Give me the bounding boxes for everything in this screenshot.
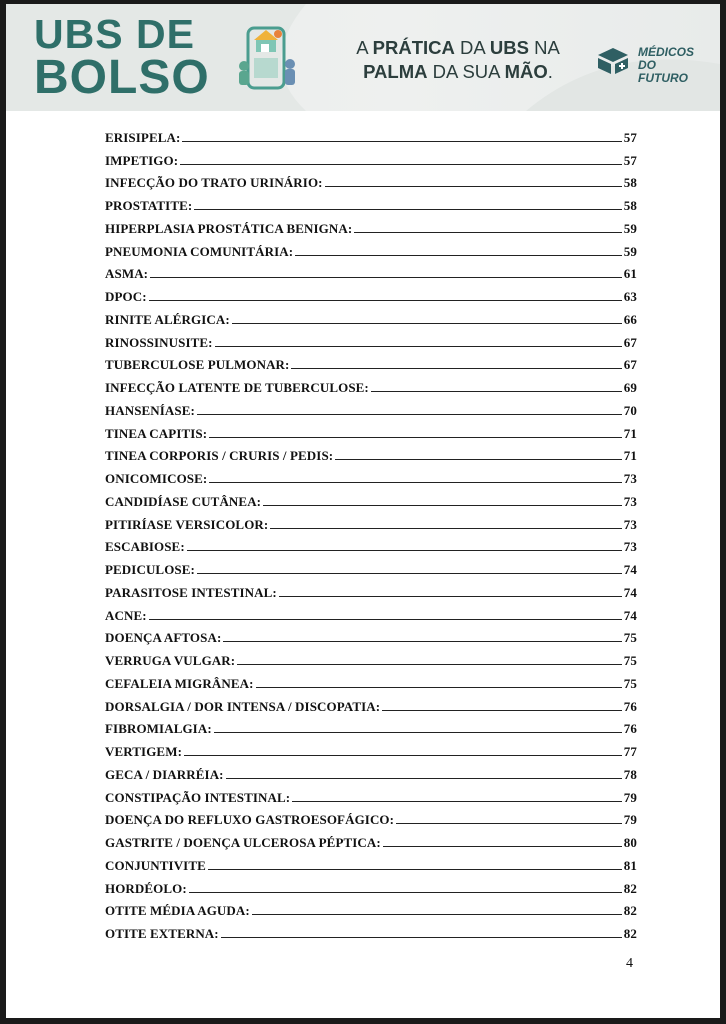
toc-entry [105, 897, 637, 920]
toc-leader-line [396, 823, 622, 824]
toc-entry-page: 75 [623, 653, 637, 668]
toc-leader-line [209, 482, 622, 483]
toc-leader-line [252, 914, 622, 915]
toc-entry-page: 73 [623, 471, 637, 486]
toc-entry-page: 79 [623, 812, 637, 828]
toc-entry-page: 82 [623, 880, 637, 896]
toc-entry [105, 237, 637, 260]
toc-entry-label: CONJUNTIVITE [105, 857, 206, 873]
toc-entry-label: INFECÇÃO DO TRATO URINÁRIO: [105, 175, 323, 191]
toc-leader-line [279, 596, 622, 597]
toc-entry [105, 419, 637, 442]
toc-entry-label: ASMA: [105, 266, 149, 282]
toc-entry-page: 73 [623, 493, 637, 509]
toc-entry [105, 487, 637, 510]
toc-entry-page: 74 [623, 584, 637, 600]
toc-entry-label: PITIRÍASE VERSICOLOR: [105, 516, 269, 532]
toc-entry-label: CONSTIPAÇÃO INTESTINAL: [105, 789, 291, 805]
toc-entry-page: 58 [623, 198, 637, 213]
toc-entry [105, 260, 637, 283]
toc-leader-line [187, 550, 622, 551]
toc-leader-line [295, 255, 622, 256]
toc-entry-label: OTITE MÉDIA AGUDA: [105, 903, 250, 919]
brand-line1: MÉDICOS [638, 45, 695, 59]
toc-entry-page: 76 [623, 698, 637, 714]
toc-entry [105, 737, 637, 760]
toc-entry-label: DPOC: [105, 289, 147, 304]
toc-entry-label: PROSTATITE: [105, 198, 193, 213]
toc-entry [105, 669, 637, 692]
toc-entry [105, 282, 637, 305]
toc-entry [105, 214, 637, 237]
toc-leader-line [270, 528, 622, 529]
toc-entry-label: HIPERPLASIA PROSTÁTICA BENIGNA: [105, 220, 353, 236]
toc-entry-page: 73 [623, 516, 637, 532]
toc-entry-label: HANSENÍASE: [105, 402, 195, 418]
toc-entry-label: OTITE EXTERNA: [105, 926, 219, 941]
toc-leader-line [292, 801, 622, 802]
toc-leader-line [223, 641, 622, 642]
brand-title-line1: UBS DE [34, 11, 195, 57]
toc-entry [105, 396, 637, 419]
toc-entry [105, 123, 637, 146]
toc-entry-page: 78 [623, 766, 637, 782]
toc-entry-label: ONICOMICOSE: [105, 471, 208, 486]
toc-entry [105, 624, 637, 647]
toc-entry-page: 81 [623, 857, 637, 873]
toc-entry-page: 61 [623, 266, 637, 282]
toc-entry-label: ERISIPELA: [105, 129, 181, 145]
toc-entry-label: PNEUMONIA COMUNITÁRIA: [105, 243, 294, 259]
toc-leader-line [189, 892, 622, 893]
toc-entry-label: VERRUGA VULGAR: [105, 653, 236, 668]
toc-entry-label: IMPETIGO: [105, 152, 179, 168]
toc-leader-line [184, 755, 622, 756]
toc-entry-label: GECA / DIARRÉIA: [105, 766, 224, 782]
toc-entry-label: PARASITOSE INTESTINAL: [105, 584, 277, 600]
toc-leader-line [354, 232, 622, 233]
toc-entry-page: 69 [623, 380, 637, 395]
medicos-do-futuro-logo-icon [596, 46, 630, 76]
toc-entry-label: RINITE ALÉRGICA: [105, 311, 230, 327]
toc-entry [105, 601, 637, 624]
toc-entry [105, 919, 637, 942]
tagline-part: NA [528, 37, 560, 58]
toc-entry-page: 57 [623, 129, 637, 145]
toc-leader-line [291, 368, 622, 369]
toc-leader-line [208, 869, 622, 870]
tagline-part: PRÁTICA [372, 37, 455, 58]
toc-entry-page: 67 [623, 357, 637, 373]
toc-entry [105, 464, 637, 487]
toc-entry-label: DOENÇA DO REFLUXO GASTROESOFÁGICO: [105, 812, 395, 828]
toc-leader-line [221, 937, 622, 938]
toc-entry-page: 80 [623, 835, 637, 850]
toc-entry [105, 715, 637, 738]
toc-entry-label: ACNE: [105, 607, 147, 623]
brand-logo [596, 44, 706, 85]
toc-leader-line [180, 164, 622, 165]
toc-entry [105, 692, 637, 715]
toc-entry [105, 305, 637, 328]
toc-entry-page: 63 [623, 289, 637, 304]
header-banner [6, 4, 720, 111]
toc-leader-line [335, 459, 622, 460]
tagline-part: MÃO [504, 61, 548, 82]
toc-entry [105, 442, 637, 465]
toc-entry [105, 760, 637, 783]
toc-entry-page: 74 [623, 607, 637, 623]
toc-entry-page: 70 [623, 402, 637, 418]
toc-entry [105, 533, 637, 556]
toc-entry [105, 851, 637, 874]
toc-entry [105, 874, 637, 897]
toc-entry-label: FIBROMIALGIA: [105, 721, 212, 737]
toc-entry-page: 82 [623, 926, 637, 941]
toc-entry-label: DOENÇA AFTOSA: [105, 630, 222, 646]
tagline [328, 36, 588, 84]
toc-leader-line [215, 346, 622, 347]
toc-entry-page: 59 [623, 220, 637, 236]
tagline-part: UBS [489, 37, 529, 58]
toc-entry [105, 373, 637, 396]
table-of-contents [105, 123, 637, 942]
toc-entry-label: TINEA CAPITIS: [105, 425, 208, 441]
toc-entry-page: 76 [623, 721, 637, 737]
toc-entry-label: ESCABIOSE: [105, 539, 185, 555]
toc-leader-line [325, 186, 622, 187]
toc-entry-label: RINOSSINUSITE: [105, 334, 213, 350]
toc-entry-page: 57 [623, 152, 637, 168]
toc-entry [105, 646, 637, 669]
toc-entry-label: GASTRITE / DOENÇA ULCEROSA PÉPTICA: [105, 835, 381, 850]
tagline-part: PALMA [363, 61, 428, 82]
toc-leader-line [197, 414, 622, 415]
brand-text [638, 46, 706, 85]
toc-leader-line [371, 391, 622, 392]
toc-entry-label: VERTIGEM: [105, 744, 183, 759]
toc-leader-line [226, 778, 622, 779]
toc-leader-line [149, 300, 622, 301]
toc-entry-page: 67 [623, 334, 637, 350]
toc-entry [105, 191, 637, 214]
toc-leader-line [256, 687, 622, 688]
toc-leader-line [194, 209, 622, 210]
tagline-part: A [356, 37, 373, 58]
toc-leader-line [237, 664, 622, 665]
tagline-part: . [547, 61, 553, 82]
toc-leader-line [150, 277, 622, 278]
toc-leader-line [382, 710, 622, 711]
toc-entry-page: 74 [623, 562, 637, 577]
page-number: 4 [626, 956, 633, 971]
brand-line2: DO FUTURO [638, 58, 688, 85]
toc-leader-line [182, 141, 622, 142]
toc-entry [105, 169, 637, 192]
tagline-part: DA SUA [427, 61, 505, 82]
toc-entry [105, 806, 637, 829]
brand-title-line2: BOLSO [34, 51, 210, 104]
toc-entry-page: 66 [623, 311, 637, 327]
toc-entry-label: HORDÉOLO: [105, 880, 187, 896]
toc-leader-line [263, 505, 622, 506]
toc-entry-label: PEDICULOSE: [105, 562, 195, 577]
toc-entry-label: INFECÇÃO LATENTE DE TUBERCULOSE: [105, 380, 369, 395]
toc-entry [105, 578, 637, 601]
toc-entry-label: CEFALEIA MIGRÂNEA: [105, 675, 254, 691]
tagline-part: DA [454, 37, 490, 58]
toc-leader-line [149, 619, 622, 620]
toc-entry [105, 328, 637, 351]
toc-entry-page: 79 [623, 789, 637, 805]
toc-entry-page: 71 [623, 425, 637, 441]
toc-entry-page: 77 [623, 744, 637, 759]
phone-house-icon [234, 24, 304, 94]
toc-entry-page: 73 [623, 539, 637, 555]
toc-entry-label: TINEA CORPORIS / CRURIS / PEDIS: [105, 448, 334, 464]
toc-leader-line [197, 573, 622, 574]
toc-entry-page: 58 [623, 175, 637, 191]
toc-entry [105, 555, 637, 578]
toc-leader-line [383, 846, 622, 847]
toc-entry [105, 510, 637, 533]
toc-leader-line [214, 732, 622, 733]
toc-entry [105, 146, 637, 169]
toc-entry-page: 71 [623, 448, 637, 464]
toc-entry-label: DORSALGIA / DOR INTENSA / DISCOPATIA: [105, 698, 381, 714]
document-page [6, 4, 720, 1018]
toc-entry [105, 783, 637, 806]
toc-entry-page: 75 [623, 675, 637, 691]
toc-entry-label: TUBERCULOSE PULMONAR: [105, 357, 290, 373]
toc-entry-page: 75 [623, 630, 637, 646]
toc-entry [105, 828, 637, 851]
toc-leader-line [209, 437, 622, 438]
toc-entry-label: CANDIDÍASE CUTÂNEA: [105, 493, 262, 509]
toc-entry [105, 351, 637, 374]
toc-entry-page: 82 [623, 903, 637, 919]
toc-entry-page: 59 [623, 243, 637, 259]
toc-leader-line [232, 323, 622, 324]
